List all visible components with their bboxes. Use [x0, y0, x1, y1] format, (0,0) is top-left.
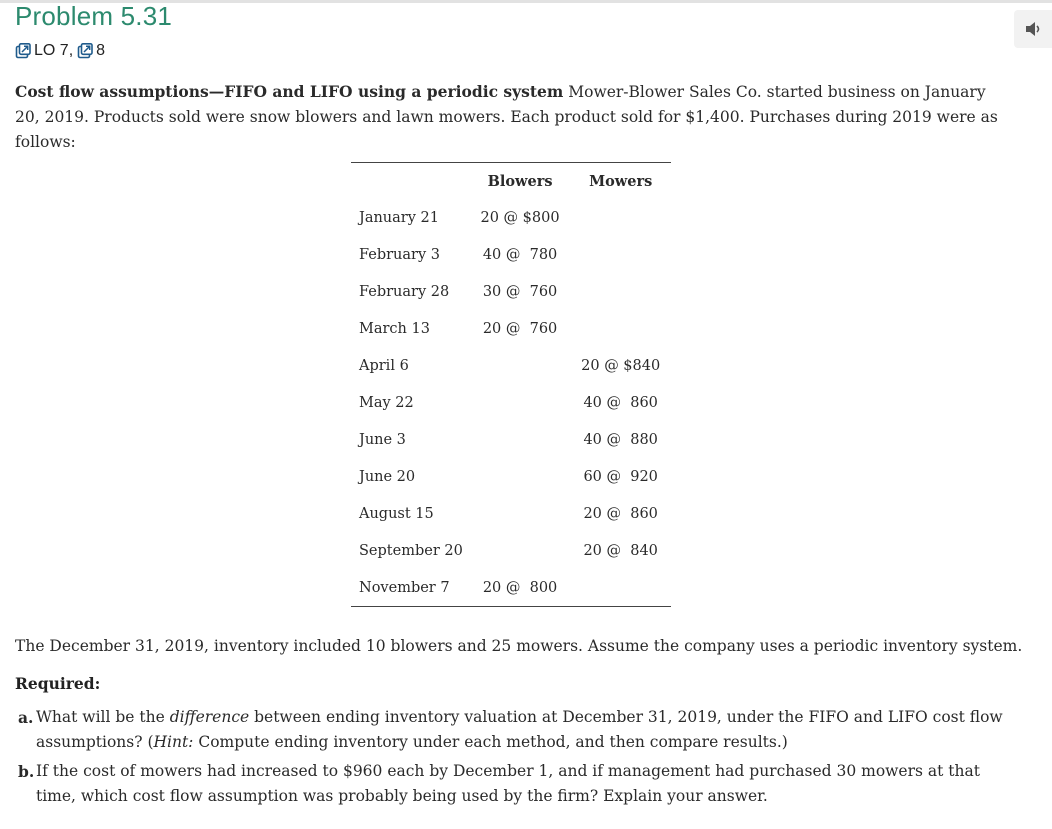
table-row — [351, 347, 671, 384]
row-blowers — [470, 532, 571, 569]
row-date: June 20 — [359, 468, 416, 485]
row-date: February 28 — [359, 283, 450, 300]
external-link-icon[interactable] — [15, 43, 31, 59]
row-blowers: 20 @ 800 — [470, 569, 571, 607]
row-mowers: 40 @ 880 — [583, 431, 658, 448]
table-row — [351, 495, 671, 532]
row-mowers: 20 @ 840 — [583, 542, 658, 559]
question-b-text: If the cost of mowers had increased to $960 each by December 1, and if management had purchased 30 mowers at that time, which cost flow assumption was probably being used by the firm? Explain your answer. — [36, 762, 980, 805]
row-date: January 21 — [359, 209, 439, 226]
row-mowers: 20 @ 860 — [583, 505, 658, 522]
table-row — [351, 236, 671, 273]
lo-link-7[interactable]: LO 7, — [34, 42, 74, 59]
learning-objectives — [15, 42, 105, 60]
question-a-label: a. — [18, 708, 34, 727]
intro-lead: Cost flow assumptions—FIFO and LIFO using a periodic system — [15, 82, 564, 101]
table-row — [351, 532, 671, 569]
question-a — [18, 705, 1008, 755]
row-date: August 15 — [359, 505, 434, 522]
qa-part2: between ending inventory valuation at December 31, 2019, under the FIFO and LIFO cost flow assumptions? ( — [36, 708, 1003, 751]
row-date: March 13 — [359, 320, 430, 337]
row-blowers: 20 @ $800 — [480, 209, 560, 226]
row-mowers — [570, 199, 671, 236]
row-date: May 22 — [359, 394, 414, 411]
row-blowers: 20 @ 760 — [482, 320, 558, 337]
row-mowers: 20 @ $840 — [581, 357, 661, 374]
row-blowers — [470, 458, 571, 495]
row-mowers — [570, 569, 671, 607]
speaker-icon — [1024, 21, 1042, 37]
row-blowers — [470, 347, 571, 384]
qa-emphasis: difference — [169, 708, 250, 726]
row-mowers — [570, 310, 671, 347]
row-date: September 20 — [359, 542, 463, 559]
page-title: Problem 5.31 — [15, 1, 173, 31]
header-blowers: Blowers — [470, 163, 571, 200]
external-link-icon[interactable] — [77, 43, 93, 59]
qa-part3: Compute ending inventory under each method, and then compare results.) — [193, 733, 788, 751]
problem-intro — [15, 79, 1015, 155]
purchases-table — [351, 162, 671, 607]
row-date: November 7 — [351, 569, 470, 607]
header-date — [351, 163, 470, 200]
table-row — [351, 421, 671, 458]
inventory-note: The December 31, 2019, inventory included 10 blowers and 25 mowers. Assume the company uses a periodic inventory system. — [15, 637, 1023, 655]
row-date: February 3 — [359, 246, 441, 263]
qa-hint: Hint: — [153, 733, 194, 751]
audio-button[interactable] — [1014, 10, 1052, 48]
question-b — [18, 759, 1008, 809]
row-date: June 3 — [359, 431, 406, 448]
row-blowers: 30 @ 760 — [482, 283, 558, 300]
qa-part1: What will be the — [36, 708, 170, 726]
question-b-label: b. — [18, 762, 35, 781]
header-mowers: Mowers — [570, 163, 671, 200]
required-heading: Required: — [15, 674, 101, 693]
table-row — [351, 310, 671, 347]
row-blowers — [470, 495, 571, 532]
table-header-row — [351, 163, 671, 200]
table-row — [351, 458, 671, 495]
table-row — [351, 384, 671, 421]
row-date: April 6 — [359, 357, 409, 374]
row-mowers: 60 @ 920 — [583, 468, 658, 485]
table-row — [351, 199, 671, 236]
row-blowers: 40 @ 780 — [482, 246, 558, 263]
table-row — [351, 569, 671, 607]
lo-link-8[interactable]: 8 — [96, 42, 106, 59]
table-row — [351, 273, 671, 310]
intro-text: Mower-Blower Sales Co. started business on January 20, 2019. Products sold were snow blowers and lawn mowers. Each product sold for $1,400. Purchases during 2019 were as follows: — [15, 83, 998, 151]
row-mowers: 40 @ 860 — [583, 394, 658, 411]
row-blowers — [470, 421, 571, 458]
row-mowers — [570, 273, 671, 310]
row-blowers — [470, 384, 571, 421]
row-mowers — [570, 236, 671, 273]
